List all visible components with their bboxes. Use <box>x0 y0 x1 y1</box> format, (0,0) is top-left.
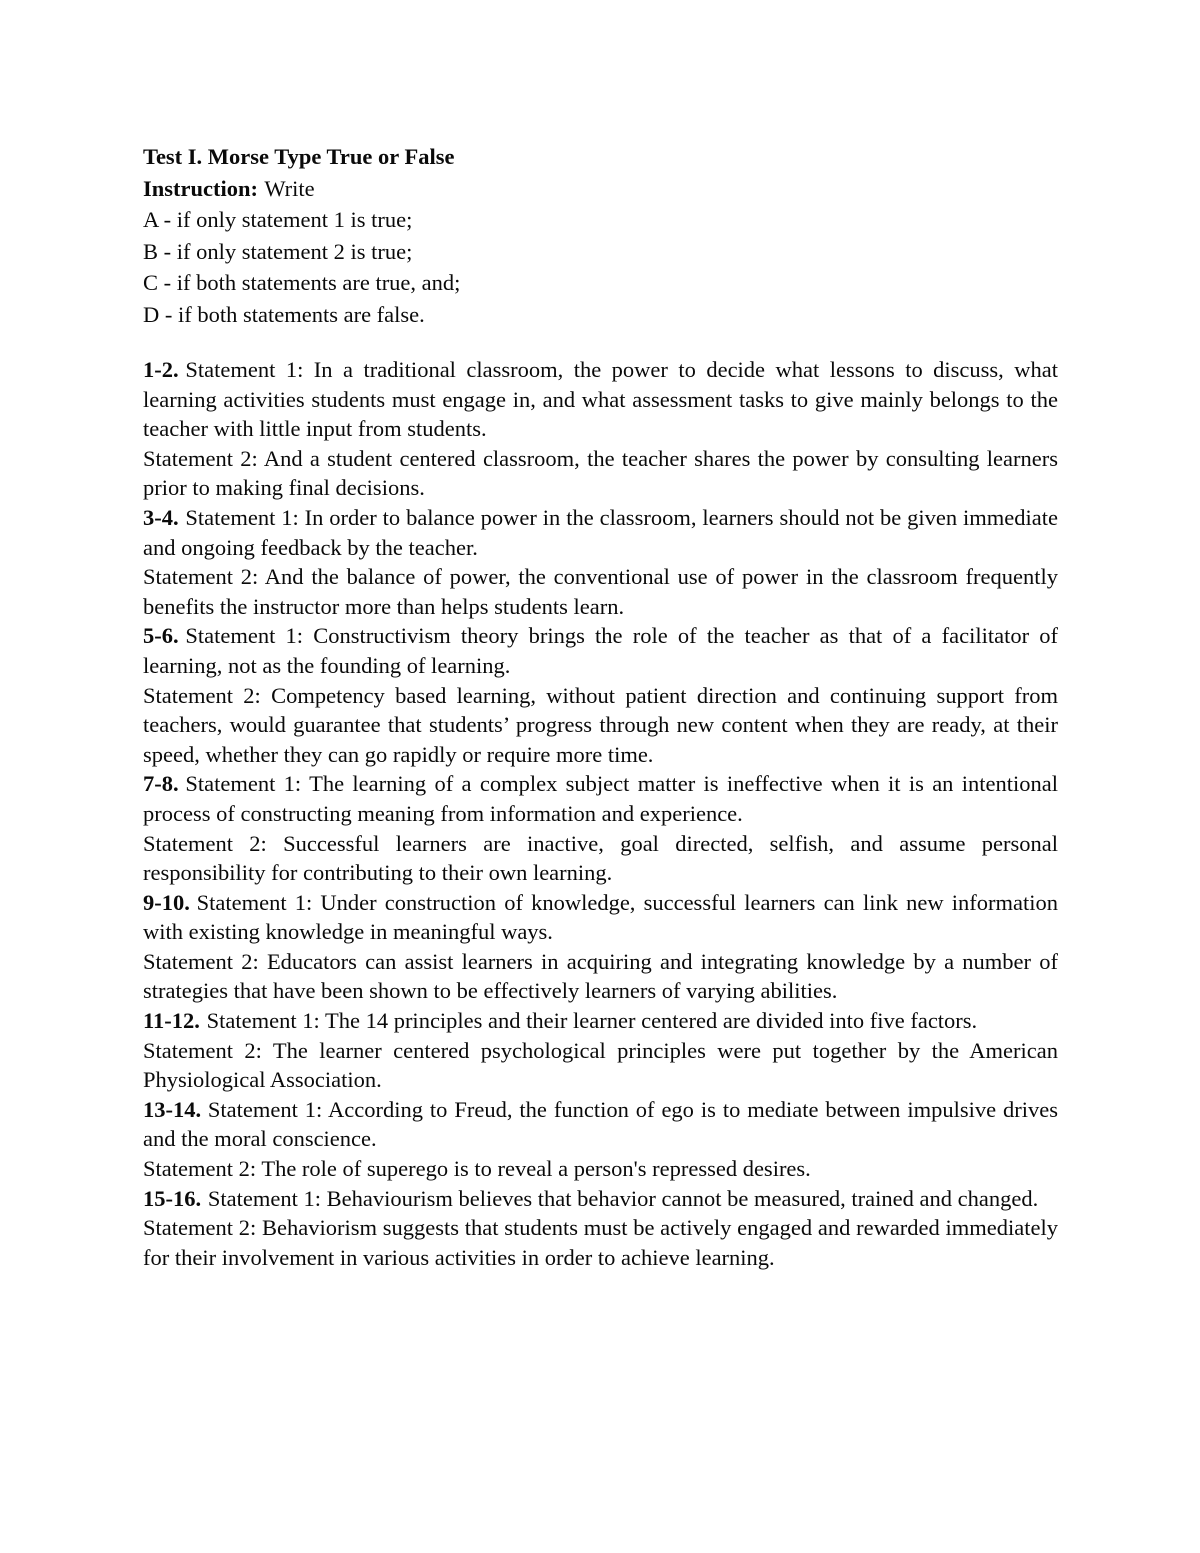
statement-2-line: Statement 2: Successful learners are inactive, goal directed, selfish, and assume personal responsibility for contributing to their own learning. <box>143 830 1058 886</box>
item-number: 7-8. <box>143 771 179 797</box>
test-body <box>143 355 1058 1272</box>
statement-1-line <box>143 1095 1058 1154</box>
statement-2-line: Statement 2: Competency based learning, without patient direction and continuing support from teachers, would guarantee that students’ progress through new content when they are ready, at their speed, whether they can go rapidly or require more time. <box>143 682 1058 767</box>
question-item-9-10 <box>143 888 1058 1006</box>
statement-1-line <box>143 355 1058 444</box>
statement-1: Statement 1: Under construction of knowledge, successful learners can link new information with existing knowledge in meaningful ways. <box>143 889 1058 945</box>
statement-1: Statement 1: In a traditional classroom, the power to decide what lessons to discuss, what learning activities students must engage in, and what assessment tasks to give mainly belongs to the teacher with little input from students. <box>143 357 1058 442</box>
statement-2-line: Statement 2: Behaviorism suggests that students must be actively engaged and rewarded immediately for their involvement in various activities in order to achieve learning. <box>143 1215 1058 1270</box>
statement-2-line: Statement 2: The role of superego is to reveal a person's repressed desires. <box>143 1156 811 1182</box>
statement-1: Statement 1: According to Freud, the function of ego is to mediate between impulsive drives and the moral conscience. <box>143 1096 1058 1152</box>
statement-2-line: Statement 2: And the balance of power, the conventional use of power in the classroom frequently benefits the instructor more than helps students learn. <box>143 564 1058 619</box>
page-title: Test I. Morse Type True or False <box>143 144 455 169</box>
question-item-3-4 <box>143 503 1058 621</box>
statement-1-line <box>143 1006 1058 1036</box>
instruction-line <box>143 173 1058 205</box>
question-item-11-12 <box>143 1006 1058 1095</box>
statement-1-line <box>143 621 1058 680</box>
statement-1-line <box>143 1184 1058 1214</box>
question-item-1-2 <box>143 355 1058 503</box>
statement-1-line <box>143 769 1058 828</box>
statement-2-line: Statement 2: The learner centered psychological principles were put together by the American Physiological Association. <box>143 1037 1058 1093</box>
item-number: 5-6. <box>143 623 179 649</box>
question-item-5-6 <box>143 621 1058 769</box>
instruction-text: Write <box>264 175 315 201</box>
statement-1: Statement 1: The learning of a complex subject matter is ineffective when it is an intentional process of constructing meaning from information and experience. <box>143 771 1058 826</box>
instruction-label: Instruction: <box>143 175 259 201</box>
statement-2-line: Statement 2: Educators can assist learners in acquiring and integrating knowledge by a number of strategies that have been shown to be effectively learners of varying abilities. <box>143 948 1058 1004</box>
item-number: 1-2. <box>143 357 179 382</box>
option-line-a: A - if only statement 1 is true; <box>143 207 413 232</box>
item-number: 15-16. <box>143 1185 202 1211</box>
option-line-c: C - if both statements are true, and; <box>143 270 461 295</box>
option-line-b: B - if only statement 2 is true; <box>143 238 413 264</box>
item-number: 9-10. <box>143 889 190 915</box>
statement-1: Statement 1: The 14 principles and their learner centered are divided into five factors. <box>206 1008 978 1034</box>
item-number: 11-12. <box>143 1008 200 1034</box>
statement-1-line <box>143 503 1058 562</box>
test-header <box>143 141 1058 330</box>
statement-1: Statement 1: Behaviourism believes that behavior cannot be measured, trained and changed. <box>207 1185 1039 1211</box>
statement-2-line: Statement 2: And a student centered classroom, the teacher shares the power by consulting learners prior to making final decisions. <box>143 445 1058 501</box>
item-number: 13-14. <box>143 1096 202 1122</box>
question-item-15-16 <box>143 1184 1058 1273</box>
option-line-d: D - if both statements are false. <box>143 301 425 327</box>
question-item-7-8 <box>143 769 1058 887</box>
question-item-13-14 <box>143 1095 1058 1184</box>
statement-1: Statement 1: Constructivism theory brings the role of the teacher as that of a facilitator of learning, not as the founding of learning. <box>143 623 1058 678</box>
statement-1: Statement 1: In order to balance power in the classroom, learners should not be given immediate and ongoing feedback by the teacher. <box>143 504 1058 560</box>
statement-1-line <box>143 888 1058 947</box>
item-number: 3-4. <box>143 504 179 530</box>
